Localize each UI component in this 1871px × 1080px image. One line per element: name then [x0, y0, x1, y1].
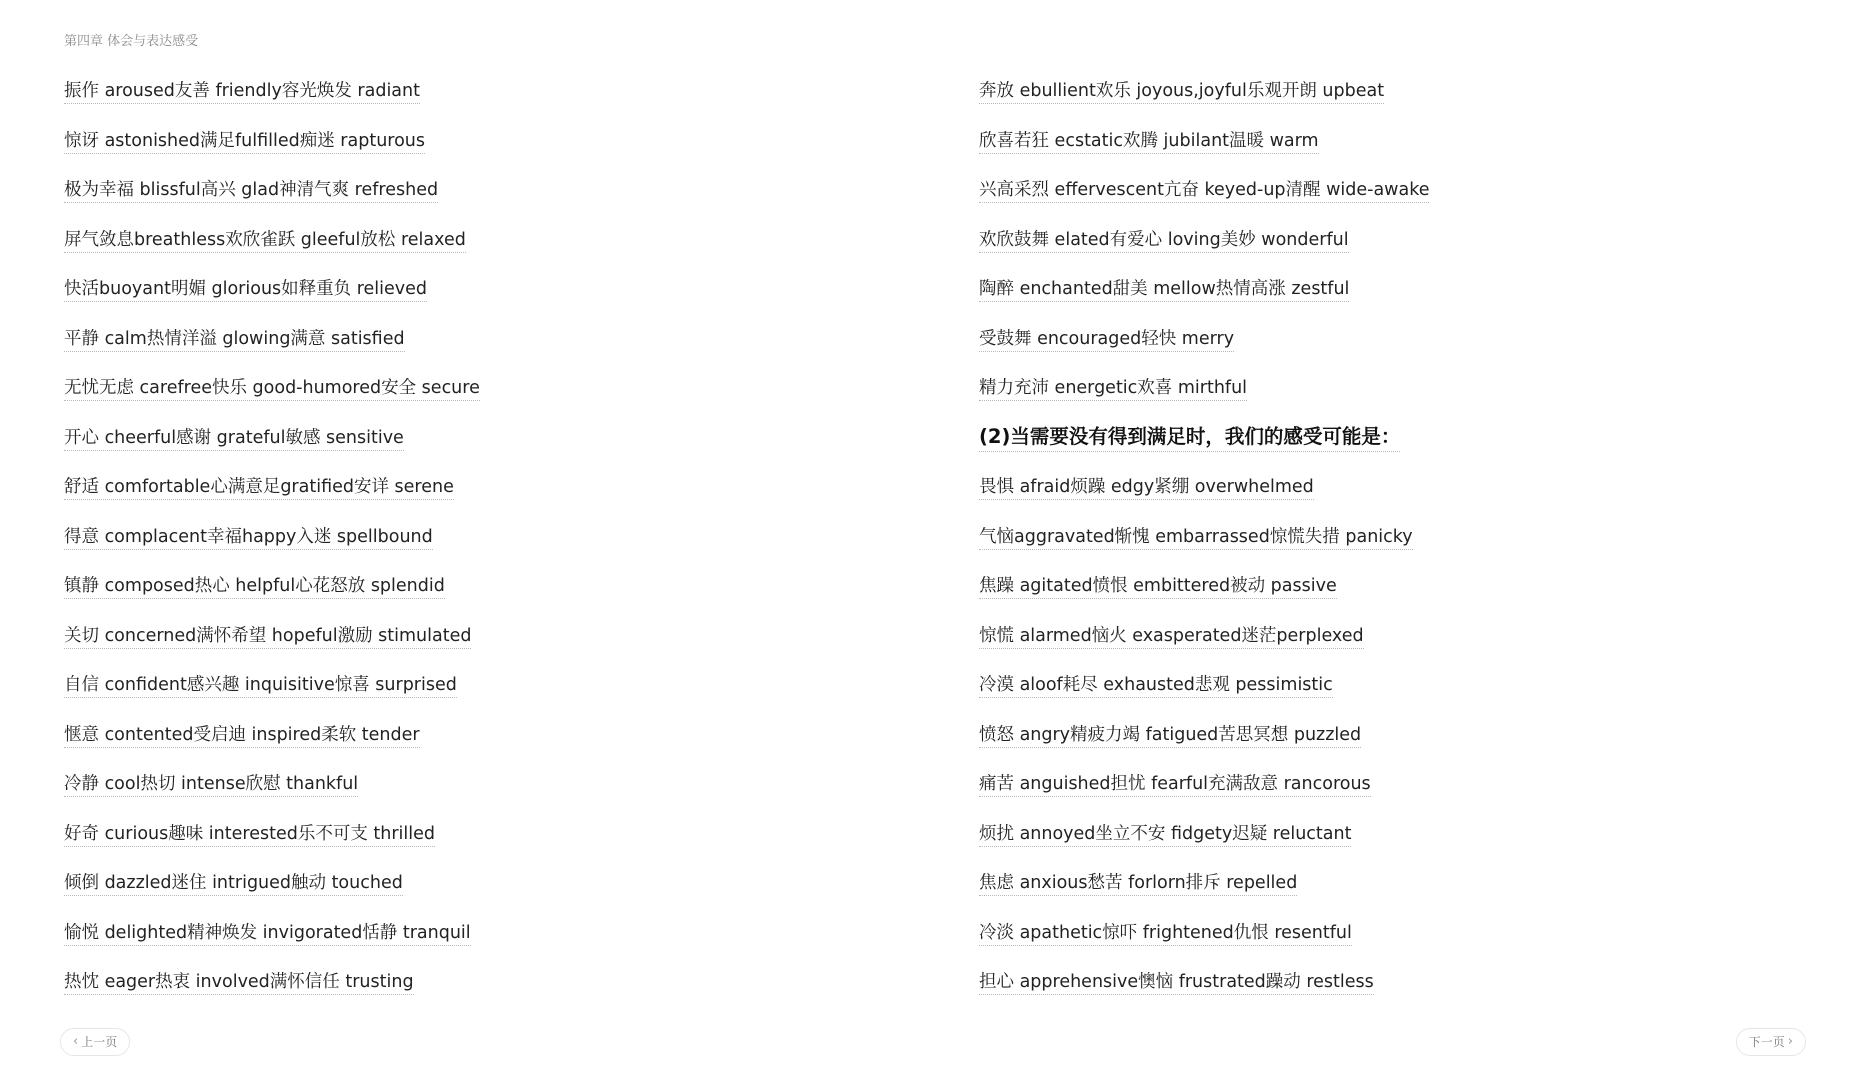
list-item: 舒适 comfortable心满意足gratified安详 serene	[64, 468, 924, 518]
list-item: 畏惧 afraid烦躁 edgy紧绷 overwhelmed	[979, 468, 1839, 518]
list-item: 冷淡 apathetic惊吓 frightened仇恨 resentful	[979, 914, 1839, 964]
list-item: 焦躁 agitated愤恨 embittered被动 passive	[979, 567, 1839, 617]
prev-page-label: 上一页	[81, 1035, 118, 1049]
list-item: 屏气敛息breathless欢欣雀跃 gleeful放松 relaxed	[64, 221, 924, 271]
list-item: 焦虑 anxious愁苦 forlorn排斥 repelled	[979, 864, 1839, 914]
list-item: 受鼓舞 encouraged轻快 merry	[979, 320, 1839, 370]
chevron-left-icon: ‹	[73, 1034, 79, 1049]
left-column	[64, 72, 924, 1013]
list-item: 烦扰 annoyed坐立不安 fidgety迟疑 reluctant	[979, 815, 1839, 865]
list-item: 无忧无虑 carefree快乐 good-humored安全 secure	[64, 369, 924, 419]
list-item: 精力充沛 energetic欢喜 mirthful	[979, 369, 1839, 419]
list-item: 痛苦 anguished担忧 fearful充满敌意 rancorous	[979, 765, 1839, 815]
list-item: 惊慌 alarmed恼火 exasperated迷茫perplexed	[979, 617, 1839, 667]
list-item: 关切 concerned满怀希望 hopeful激励 stimulated	[64, 617, 924, 667]
list-item: 自信 confident感兴趣 inquisitive惊喜 surprised	[64, 666, 924, 716]
list-item: 欣喜若狂 ecstatic欢腾 jubilant温暖 warm	[979, 122, 1839, 172]
list-item: 得意 complacent幸福happy入迷 spellbound	[64, 518, 924, 568]
prev-page-button[interactable]	[60, 1028, 130, 1056]
chevron-right-icon: ›	[1787, 1034, 1793, 1049]
list-item: 极为幸福 blissful高兴 glad神清气爽 refreshed	[64, 171, 924, 221]
list-item: 陶醉 enchanted甜美 mellow热情高涨 zestful	[979, 270, 1839, 320]
list-item: 冷漠 aloof耗尽 exhausted悲观 pessimistic	[979, 666, 1839, 716]
list-item: 气恼aggravated惭愧 embarrassed惊慌失措 panicky	[979, 518, 1839, 568]
list-item: 好奇 curious趣味 interested乐不可支 thrilled	[64, 815, 924, 865]
list-item: 倾倒 dazzled迷住 intrigued触动 touched	[64, 864, 924, 914]
list-item: 热忱 eager热衷 involved满怀信任 trusting	[64, 963, 924, 1013]
list-item: 振作 aroused友善 friendly容光焕发 radiant	[64, 72, 924, 122]
list-item: 惊讶 astonished满足fulfilled痴迷 rapturous	[64, 122, 924, 172]
next-page-button[interactable]	[1736, 1028, 1806, 1056]
right-column	[979, 72, 1839, 1013]
list-item: 镇静 composed热心 helpful心花怒放 splendid	[64, 567, 924, 617]
chapter-title: 第四章 体会与表达感受	[64, 34, 199, 49]
next-page-label: 下一页	[1748, 1035, 1785, 1049]
list-item: 愤怒 angry精疲力竭 fatigued苦思冥想 puzzled	[979, 716, 1839, 766]
section-heading: (2)当需要没有得到满足时，我们的感受可能是：	[979, 419, 1839, 469]
list-item: 开心 cheerful感谢 grateful敏感 sensitive	[64, 419, 924, 469]
list-item: 愉悦 delighted精神焕发 invigorated恬静 tranquil	[64, 914, 924, 964]
list-item: 快活buoyant明媚 glorious如释重负 relieved	[64, 270, 924, 320]
list-item: 平静 calm热情洋溢 glowing满意 satisfied	[64, 320, 924, 370]
list-item: 欢欣鼓舞 elated有爱心 loving美妙 wonderful	[979, 221, 1839, 271]
list-item: 奔放 ebullient欢乐 joyous,joyful乐观开朗 upbeat	[979, 72, 1839, 122]
list-item: 兴高采烈 effervescent亢奋 keyed-up清醒 wide-awake	[979, 171, 1839, 221]
list-item: 惬意 contented受启迪 inspired柔软 tender	[64, 716, 924, 766]
list-item: 冷静 cool热切 intense欣慰 thankful	[64, 765, 924, 815]
list-item: 担心 apprehensive懊恼 frustrated躁动 restless	[979, 963, 1839, 1013]
